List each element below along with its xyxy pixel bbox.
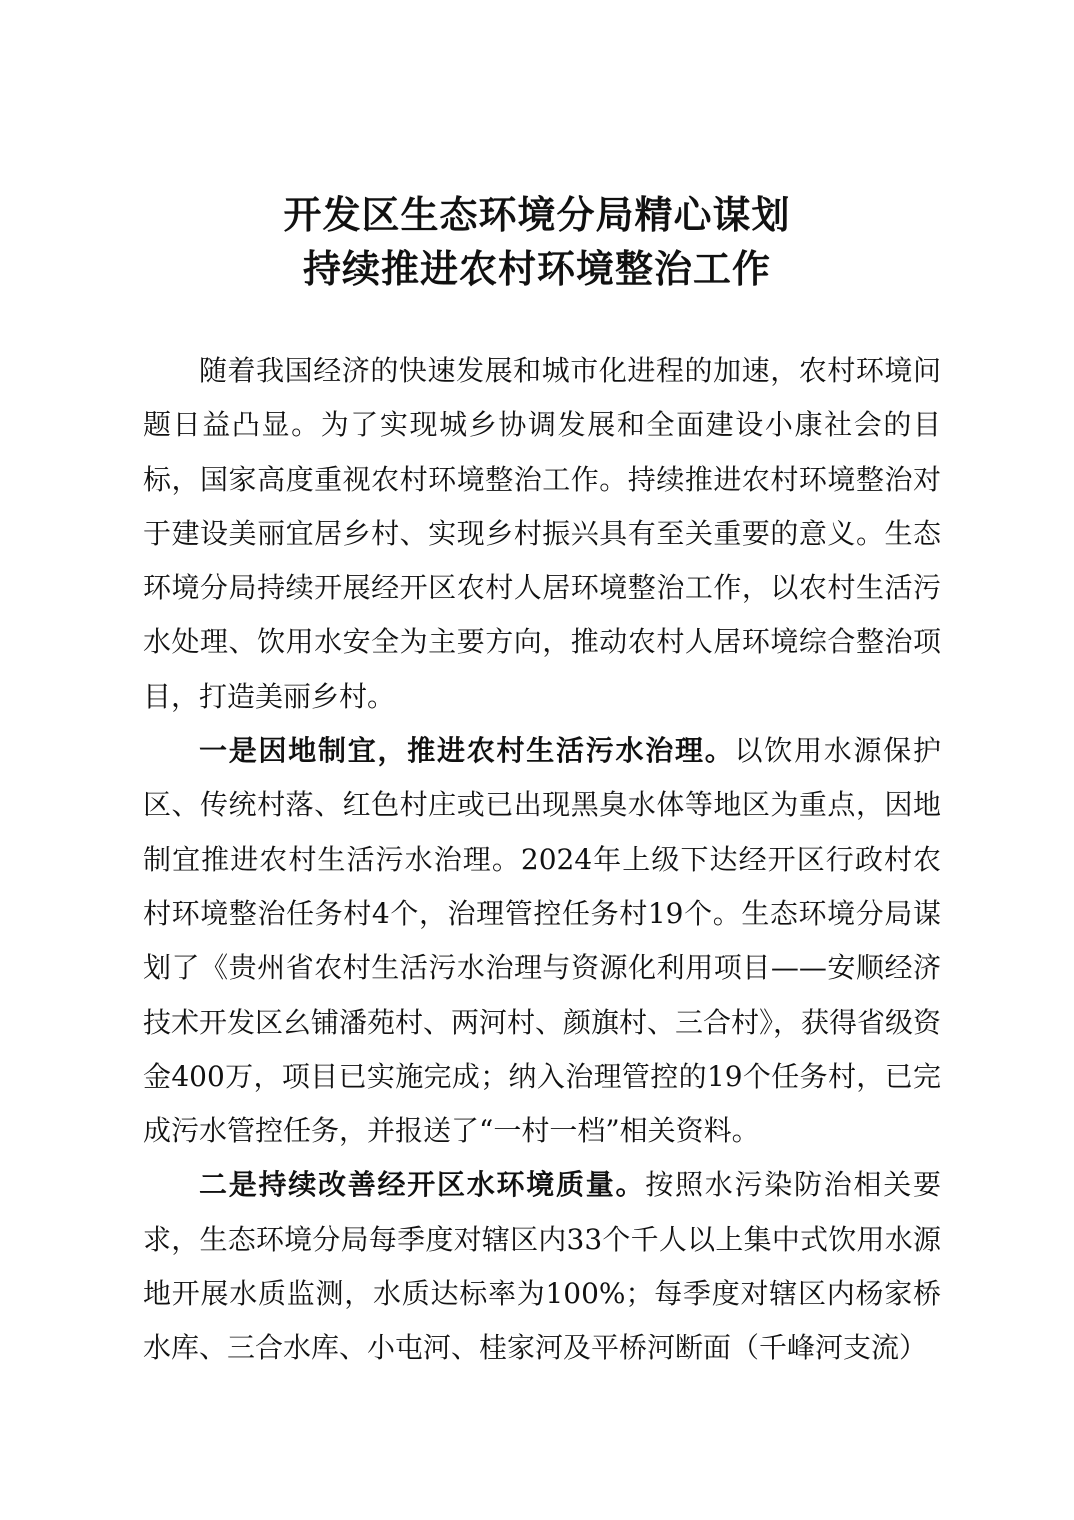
document-body (143, 344, 941, 1376)
paragraph-text: 按照水污染防治相关要求，生态环境分局每季度对辖区内33个千人以上集中式饮用水源地开展水质监测，水质达标率为100%；每季度对辖区内杨家桥水库、三合水库、小屯河、桂家河及平桥河断面（千峰河支流） (143, 1168, 941, 1365)
paragraph-intro (143, 344, 941, 724)
paragraph-water-quality (143, 1158, 941, 1375)
document-title (0, 188, 1074, 296)
paragraph-lead: 一是因地制宜，推进农村生活污水治理。 (199, 734, 735, 768)
paragraph-sewage (143, 724, 941, 1158)
paragraph-text: 以饮用水源保护区、传统村落、红色村庄或已出现黑臭水体等地区为重点，因地制宜推进农村生活污水治理。2024年上级下达经开区行政村农村环境整治任务村4个，治理管控任务村19个。生态环境分局谋划了《贵州省农村生活污水治理与资源化利用项目——安顺经济技术开发区幺铺潘苑村、两河村、颜旗村、三合村》，获得省级资金400万，项目已实施完成；纳入治理管控的19个任务村，已完成污水管控任务，并报送了“一村一档”相关资料。 (143, 734, 942, 1148)
paragraph-text: 随着我国经济的快速发展和城市化进程的加速，农村环境问题日益凸显。为了实现城乡协调发展和全面建设小康社会的目标，国家高度重视农村环境整治工作。持续推进农村环境整治对于建设美丽宜居乡村、实现乡村振兴具有至关重要的意义。生态环境分局持续开展经开区农村人居环境整治工作，以农村生活污水处理、饮用水安全为主要方向，推动农村人居环境综合整治项目，打造美丽乡村。 (143, 354, 941, 713)
title-line-1: 开发区生态环境分局精心谋划 (283, 192, 791, 237)
paragraph-lead: 二是持续改善经开区水环境质量。 (199, 1168, 646, 1202)
title-line-2: 持续推进农村环境整治工作 (302, 246, 771, 291)
